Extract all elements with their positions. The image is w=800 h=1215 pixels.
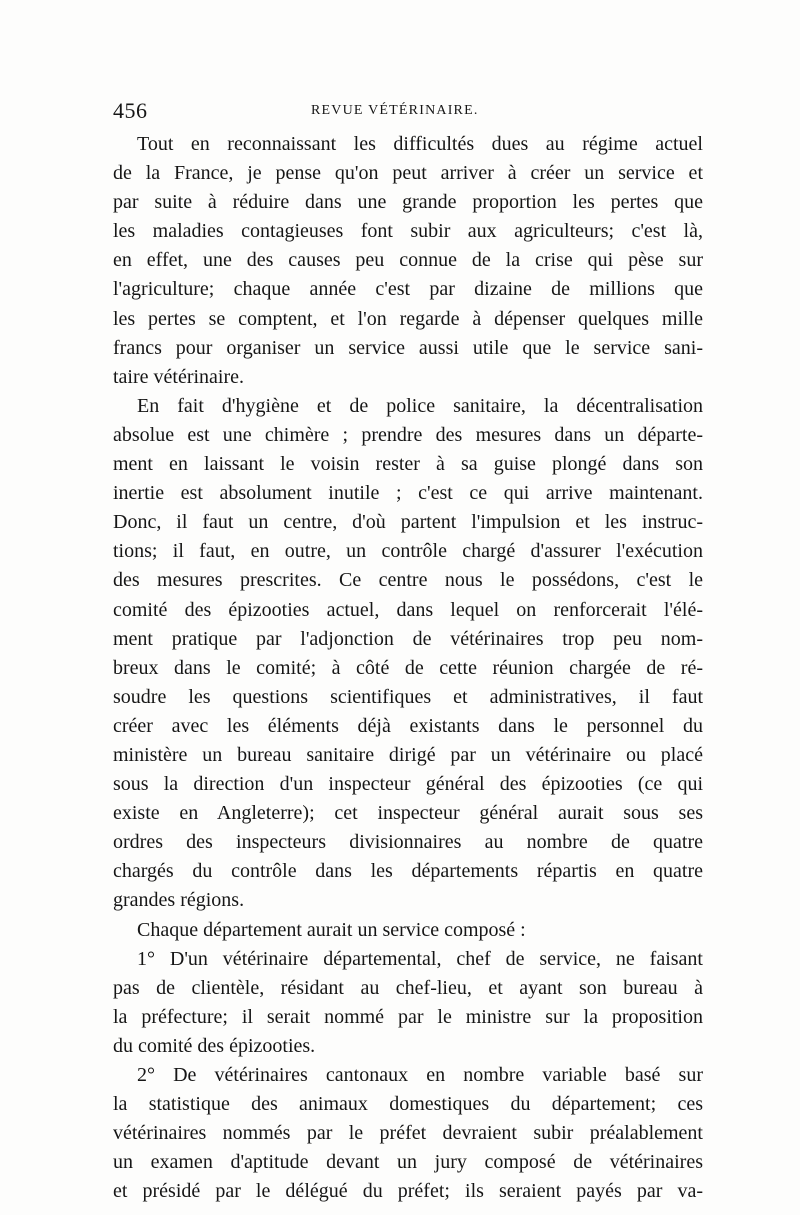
text-line: inertie est absolument inutile ; c'est ce qui arrive maintenant. [113, 482, 703, 505]
text-line: francs pour organiser un service aussi utile que le service sani- [113, 336, 703, 359]
text-line: un examen d'aptitude devant un jury composé de vétérinaires [113, 1151, 703, 1174]
text-line: en effet, une des causes peu connue de la crise qui pèse sur [113, 249, 703, 272]
text-line: Donc, il faut un centre, d'où partent l'impulsion et les instruc- [113, 511, 703, 534]
text-line: les maladies contagieuses font subir aux agriculteurs; c'est là, [113, 220, 703, 243]
text-line: grandes régions. [113, 889, 245, 912]
text-line: 2° De vétérinaires cantonaux en nombre variable basé sur [137, 1064, 703, 1086]
text-line: En fait d'hygiène et de police sanitaire, la décentralisation [137, 394, 703, 417]
text-line: soudre les questions scientifiques et administratives, il faut [113, 685, 703, 708]
text-line: de la France, je pense qu'on peut arriver à créer un service et [113, 162, 703, 185]
running-head [113, 98, 703, 128]
text-line: créer avec les éléments déjà existants dans le personnel du [113, 714, 703, 737]
text-line: ordres des inspecteurs divisionnaires au nombre de quatre [113, 831, 703, 854]
text-line: ment pratique par l'adjonction de vétérinaires trop peu nom- [113, 627, 703, 650]
text-line: la préfecture; il serait nommé par le ministre sur la proposition [113, 1005, 703, 1028]
text-line: Chaque département aurait un service composé : [137, 918, 526, 941]
text-line: 1° D'un vétérinaire départemental, chef de service, ne faisant [137, 947, 703, 970]
text-line: sous la direction d'un inspecteur général des épizooties (ce qui [113, 773, 703, 796]
text-line: les pertes se comptent, et l'on regarde à dépenser quelques mille [113, 307, 703, 330]
text-line: ministère un bureau sanitaire dirigé par un vétérinaire ou placé [113, 743, 703, 766]
text-line: absolue est une chimère ; prendre des mesures dans un départe- [113, 423, 703, 446]
text-line: des mesures prescrites. Ce centre nous le possédons, c'est le [113, 569, 703, 592]
text-line: Tout en reconnaissant les difficultés dues au régime actuel [137, 133, 703, 155]
text-line: tions; il faut, en outre, un contrôle chargé d'assurer l'exécution [113, 540, 703, 563]
text-line: et présidé par le délégué du préfet; ils seraient payés par va- [113, 1180, 703, 1203]
page-number: 456 [113, 98, 148, 123]
text-line: comité des épizooties actuel, dans lequel on renforcerait l'élé- [113, 598, 703, 621]
text-line: l'agriculture; chaque année c'est par dizaine de millions que [113, 278, 703, 301]
text-line: la statistique des animaux domestiques du département; ces [113, 1093, 703, 1116]
text-line: chargés du contrôle dans les départements répartis en quatre [113, 860, 703, 883]
text-line: existe en Angleterre); cet inspecteur général aurait sous ses [113, 802, 703, 825]
text-line: taire vétérinaire. [113, 365, 245, 388]
running-title: REVUE VÉTÉRINAIRE. [311, 103, 479, 118]
body-text [113, 130, 703, 1206]
text-line: ment en laissant le voisin rester à sa guise plongé dans son [113, 453, 703, 476]
text-line: breux dans le comité; à côté de cette réunion chargée de ré- [113, 656, 703, 679]
text-line: vétérinaires nommés par le préfet devraient subir préalablement [113, 1122, 703, 1145]
text-line: par suite à réduire dans une grande proportion les pertes que [113, 191, 703, 214]
text-line: pas de clientèle, résidant au chef-lieu, et ayant son bureau à [113, 976, 703, 999]
text-line: du comité des épizooties. [113, 1034, 316, 1057]
